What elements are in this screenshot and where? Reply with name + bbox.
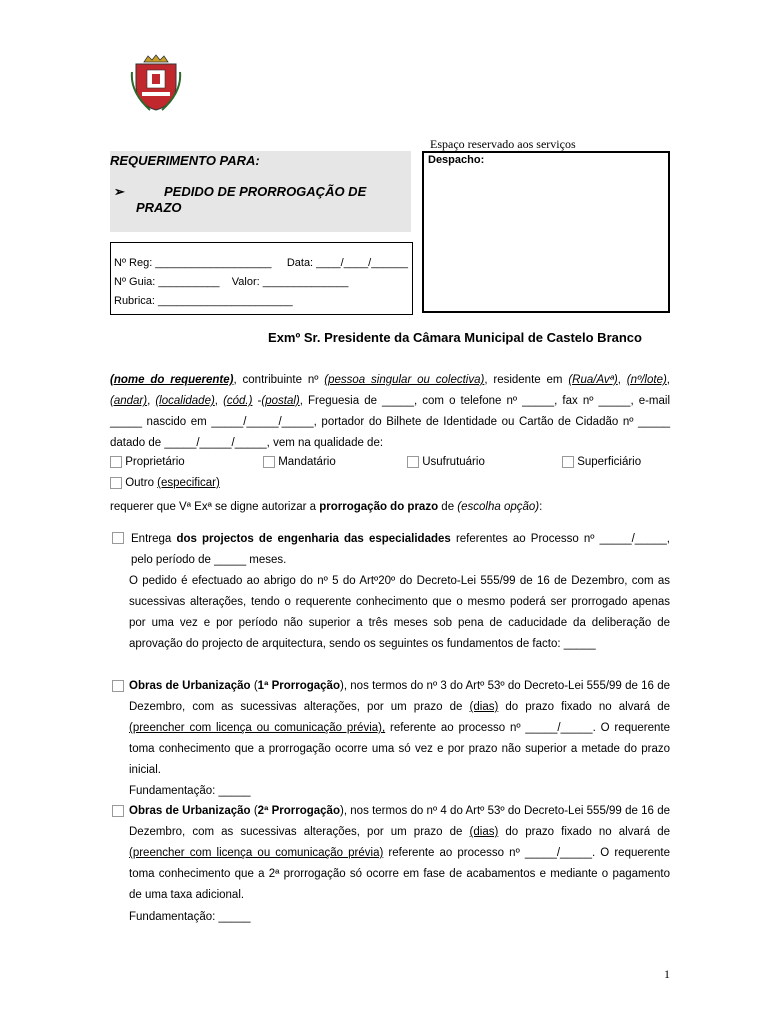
checkbox-icon[interactable] bbox=[407, 456, 419, 468]
option-3-checkbox[interactable] bbox=[112, 805, 124, 817]
page-number: 1 bbox=[664, 967, 670, 981]
despacho-label: Despacho: bbox=[428, 154, 485, 166]
despacho-box bbox=[422, 151, 670, 313]
option-3-fundamentacao: Fundamentação: _____ bbox=[129, 911, 251, 923]
reg-line-1: Nº Reg: ___________________ Data: ____/____/______ bbox=[114, 257, 408, 269]
field-pessoa[interactable]: (pessoa singular ou colectiva) bbox=[324, 374, 485, 386]
checkbox-proprietario[interactable]: Proprietário bbox=[110, 456, 185, 468]
arrow-bullet-icon: ➢ bbox=[114, 184, 125, 199]
field-rua[interactable]: (Rua/Avª) bbox=[568, 374, 618, 386]
checkbox-icon[interactable] bbox=[562, 456, 574, 468]
option-2-text: Obras de Urbanização (1ª Prorrogação), nos termos do nº 3 do Artº 53º do Decreto-Lei 555/99 de 16 de Dezembro, com as sucessivas alterações, por um prazo de (dias) do prazo fixado no alvará de (preencher com licença ou comunicação prévia), referente ao processo nº _____/_____. O requerente toma conhecimento que a prorrogação ocorre uma só vez e por prazo não superior a metade do prazo inicial. bbox=[129, 680, 670, 776]
field-localidade[interactable]: (localidade) bbox=[155, 395, 215, 407]
option-1-checkbox[interactable] bbox=[112, 532, 124, 544]
checkbox-icon[interactable] bbox=[263, 456, 275, 468]
reg-line-3: Rubrica: ______________________ bbox=[114, 295, 293, 307]
checkbox-icon[interactable] bbox=[110, 456, 122, 468]
field-nome[interactable]: (nome do requerente) bbox=[110, 374, 234, 386]
addressee: Exmº Sr. Presidente da Câmara Municipal de Castelo Branco bbox=[268, 330, 642, 345]
field-postal[interactable]: (postal) bbox=[261, 395, 300, 407]
option-1-text: Entrega dos projectos de engenharia das especialidades referentes ao Processo nº _____/_____, pelo período de _____ meses. bbox=[131, 533, 670, 566]
option-1-paragraph: O pedido é efectuado ao abrigo do nº 5 do Artº20º do Decreto-Lei 555/99 de 16 de Dezembro, com as sucessivas alterações, tendo o requerente conhecimento que o mesmo poderá ser prorrogado apenas por uma vez e por período não superior a três meses sob pena de caducidade da deliberação de aprovação do projecto de arquitectura, sendo os seguintes os fundamentos de facto: _____ bbox=[129, 575, 670, 650]
option-2-fundamentacao: Fundamentação: _____ bbox=[129, 785, 251, 797]
request-item: PEDIDO DE PRORROGAÇÃO DE PRAZO bbox=[136, 184, 367, 215]
checkbox-outro[interactable]: Outro (especificar) bbox=[110, 477, 220, 489]
reg-line-2: Nº Guia: __________ Valor: ______________ bbox=[114, 276, 349, 288]
reserved-services-label: Espaço reservado aos serviços bbox=[430, 137, 576, 151]
option-2-checkbox[interactable] bbox=[112, 680, 124, 692]
checkbox-superficiario[interactable]: Superficiário bbox=[562, 456, 641, 468]
field-andar[interactable]: (andar) bbox=[110, 395, 148, 407]
field-nlote[interactable]: (nº/lote) bbox=[626, 374, 667, 386]
municipal-crest-logo bbox=[130, 52, 182, 114]
request-title: REQUERIMENTO PARA: bbox=[110, 153, 260, 168]
checkbox-icon[interactable] bbox=[110, 477, 122, 489]
intro-paragraph: (nome do requerente), contribuinte nº (pessoa singular ou colectiva), residente em (Rua/Avª), (nº/lote), (andar), (localidade), (cód.) -(postal), Freguesia de _____, com o telefone nº _____, fax nº _____, e-mail _____ nascido em _____/_____/_____, portador do Bilhete de Identidade ou Cartão de Cidadão nº _____ datado de _____/_____/_____, vem na qualidade de: bbox=[110, 374, 671, 449]
checkbox-usufrutuario[interactable]: Usufrutuário bbox=[407, 456, 485, 468]
option-3-text: Obras de Urbanização (2ª Prorrogação), nos termos do nº 4 do Artº 53º do Decreto-Lei 555/99 de 16 de Dezembro, com as sucessivas alterações, por um prazo de (dias) do prazo fixado no alvará de (preencher com licença ou comunicação prévia) referente ao processo nº _____/_____. O requerente toma conhecimento que a 2ª prorrogação só ocorre em fase de acabamentos e mediante o pagamento de uma taxa adicional. bbox=[129, 805, 670, 901]
request-line: requerer que Vª Exª se digne autorizar a prorrogação do prazo de (escolha opção): bbox=[110, 501, 543, 513]
checkbox-mandatario[interactable]: Mandatário bbox=[263, 456, 336, 468]
field-cod[interactable]: (cód.) bbox=[223, 395, 253, 407]
